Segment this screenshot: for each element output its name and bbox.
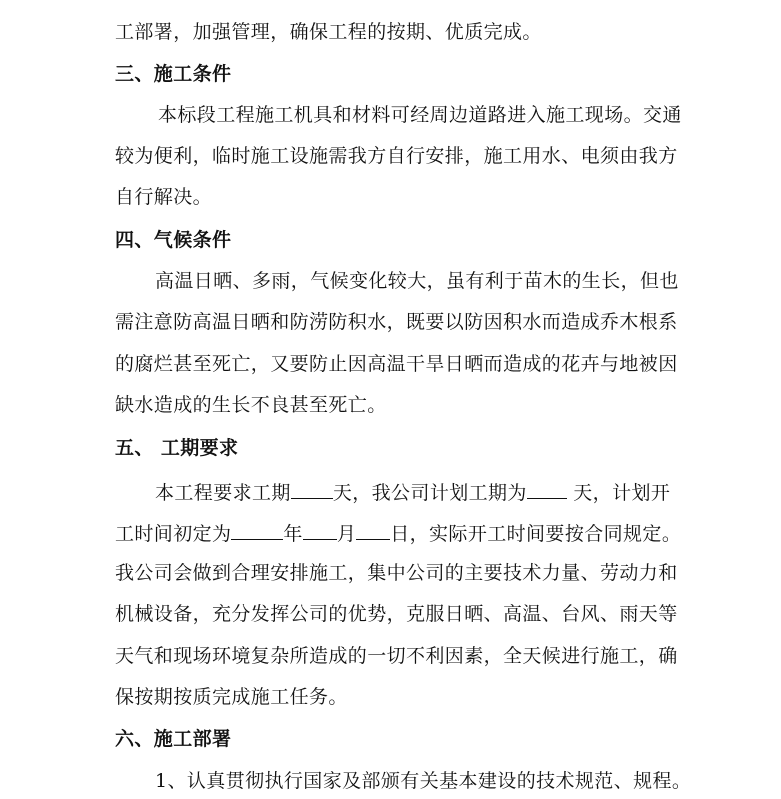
text-line: 工部署，加强管理，确保工程的按期、优质完成。	[115, 21, 542, 43]
text-line: 本标段工程施工机具和材料可经周边道路进入施工现场。交通	[158, 104, 682, 126]
text-line: 需注意防高温日晒和防涝防积水，既要以防因积水而造成乔木根系	[115, 311, 678, 333]
text-line: 保按期按质完成施工任务。	[115, 686, 348, 708]
text-fragment: 天，我公司计划工期为	[332, 482, 527, 504]
section-heading-4: 四、气候条件	[115, 229, 232, 251]
text-line-with-blanks	[155, 478, 670, 505]
text-line: 较为便利，临时施工设施需我方自行安排，施工用水、电须由我方	[115, 145, 678, 167]
text-fragment: 日，实际开工时间要按合同规定。	[390, 523, 682, 545]
text-line: 1、认真贯彻执行国家及部颁有关基本建设的技术规范、规程。	[155, 770, 692, 792]
section-heading-3: 三、施工条件	[115, 63, 232, 85]
text-line: 自行解决。	[115, 186, 213, 208]
text-line: 高温日晒、多雨，气候变化较大，虽有利于苗木的生长，但也	[155, 270, 679, 292]
text-line-with-blanks	[115, 519, 681, 546]
fill-blank	[291, 478, 333, 499]
section-heading-5: 五、 工期要求	[115, 437, 239, 459]
text-line: 缺水造成的生长不良甚至死亡。	[115, 394, 387, 416]
fill-blank	[231, 519, 283, 540]
text-fragment: 工时间初定为	[115, 523, 232, 545]
text-fragment: 本工程要求工期	[155, 482, 291, 504]
fill-blank	[303, 519, 337, 540]
fill-blank	[356, 519, 390, 540]
text-line: 的腐烂甚至死亡，又要防止因高温干旱日晒而造成的花卉与地被因	[115, 353, 678, 375]
text-fragment: 天，计划开	[566, 482, 671, 504]
text-fragment: 月	[336, 523, 357, 545]
text-line: 天气和现场环境复杂所造成的一切不利因素，全天候进行施工，确	[115, 645, 678, 667]
text-line: 机械设备，充分发挥公司的优势，克服日晒、高温、台风、雨天等	[115, 603, 678, 625]
text-line: 我公司会做到合理安排施工，集中公司的主要技术力量、劳动力和	[115, 562, 678, 584]
section-heading-6: 六、施工部署	[115, 728, 232, 750]
text-fragment: 年	[283, 523, 303, 545]
fill-blank	[527, 478, 567, 499]
